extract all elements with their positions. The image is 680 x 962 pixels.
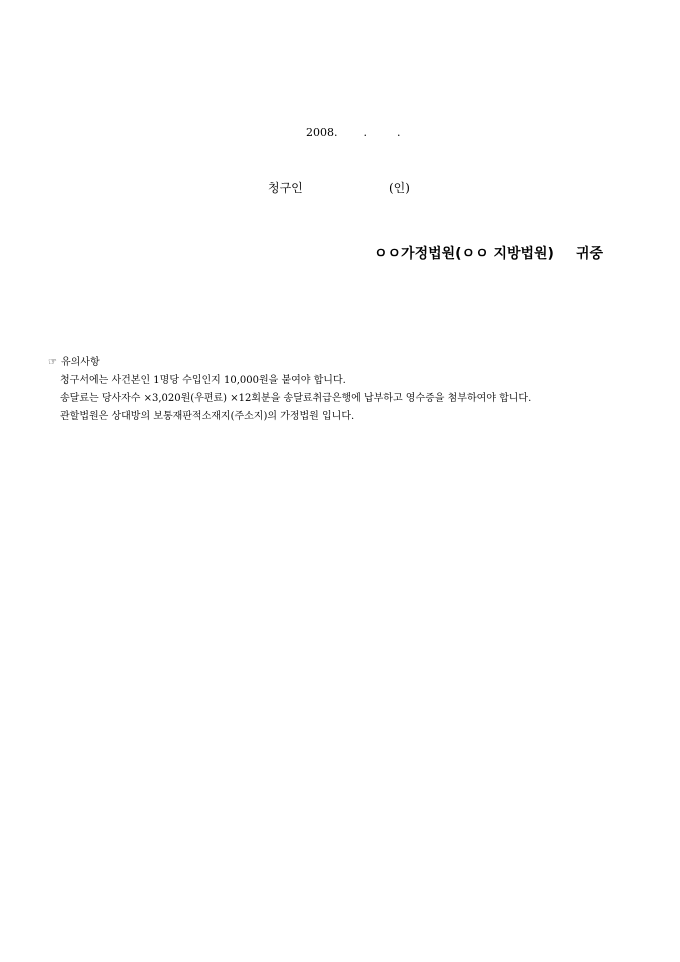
claimant-seal: (인)	[389, 181, 410, 195]
court-name: ㅇㅇ가정법원(ㅇㅇ 지방법원)	[374, 246, 554, 262]
claimant-label: 청구인	[268, 181, 303, 195]
note-item: 송달료는 당사자수 ×3,020원(우편료) ×12회분을 송달료취급은행에 납부하고 영수증을 첨부하여야 합니다.	[60, 393, 532, 404]
date-year: 2008.	[306, 126, 338, 139]
claimant-line	[268, 179, 410, 196]
pointing-hand-icon: ☞	[48, 357, 57, 368]
date-month-dot: .	[363, 126, 367, 139]
court-addressee	[374, 243, 603, 263]
date-day-dot: .	[397, 126, 401, 139]
notes-section	[48, 354, 531, 426]
date-line	[292, 113, 401, 152]
notes-heading-row	[48, 354, 531, 372]
note-item: 관할법원은 상대방의 보통재판적소재지(주소지)의 가정법원 입니다.	[60, 411, 355, 422]
notes-list	[48, 372, 531, 426]
note-item: 청구서에는 사건본인 1명당 수입인지 10,000원을 붙여야 합니다.	[60, 375, 346, 386]
notes-heading: 유의사항	[60, 357, 100, 368]
court-suffix: 귀중	[575, 246, 604, 262]
